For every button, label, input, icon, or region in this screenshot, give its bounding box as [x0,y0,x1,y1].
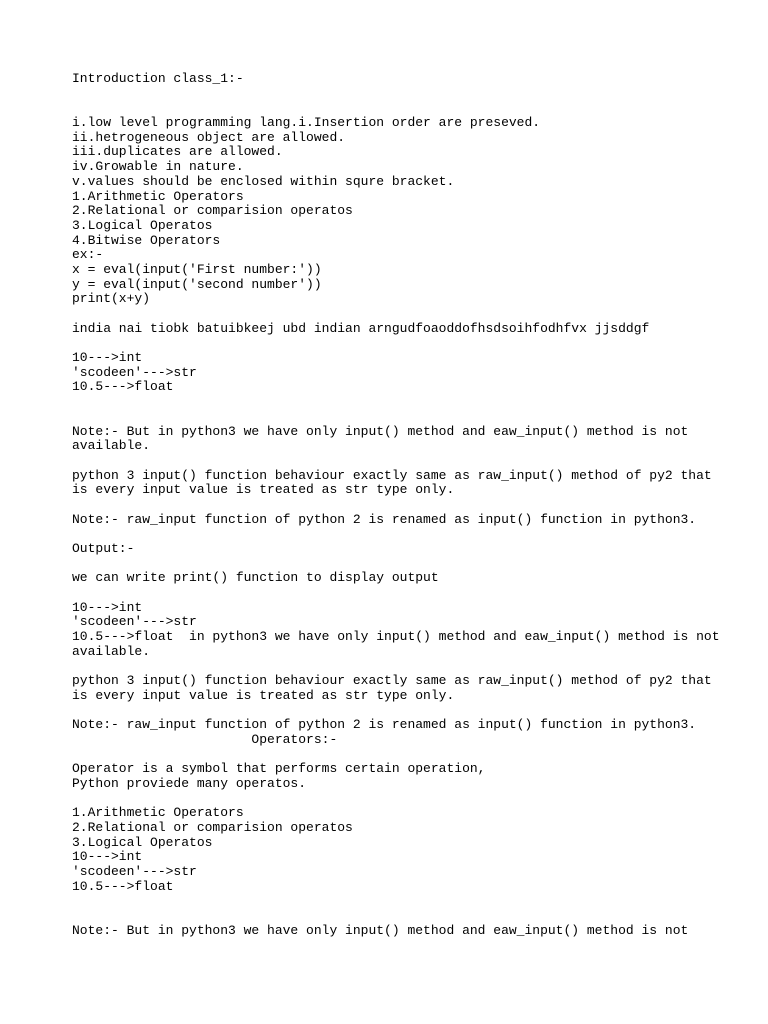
blank-line [72,307,752,322]
note-line: Note:- raw_input function of python 2 is renamed as input() function in python3. [72,717,697,733]
text-line: ex:- [72,247,104,263]
heading-introduction: Introduction class_1:- [72,71,244,86]
text-line: v.values should be enclosed within squre bracket. [72,173,455,189]
note-line: Note:- raw_input function of python 2 is renamed as input() function in python3. [72,511,697,527]
note-line: Note:- But in python3 we have only input() method and eaw_input() method is not [72,922,689,938]
blank-line [72,557,752,572]
blank-line [72,87,752,102]
text-line: 3.Logical Operatos [72,834,213,850]
text-line: 10--->int [72,849,143,865]
blank-line [72,895,752,910]
blank-line [72,527,752,542]
text-line: python 3 input() function behaviour exactly same as raw_input() method of py2 that [72,467,712,483]
text-line: python 3 input() function behaviour exactly same as raw_input() method of py2 that [72,673,712,689]
blank-line [72,410,752,425]
text-line: 3.Logical Operatos [72,217,213,233]
text-line: available. [72,643,151,659]
code-line: x = eval(input('First number:')) [72,261,322,277]
text-line: 10--->int [72,599,143,615]
text-line: 1.Arithmetic Operators [72,805,244,821]
blank-line [72,748,752,763]
text-line: Python proviede many operatos. [72,776,307,791]
text-line: is every input value is treated as str type only. [72,687,455,703]
text-line: 4.Bitwise Operators [72,232,221,248]
blank-line [72,395,752,410]
document-text [72,72,752,939]
text-line: we can write print() function to display output [72,570,439,586]
text-line: 10--->int [72,350,143,366]
text-line: 'scodeen'--->str [72,614,197,630]
text-line: available. [72,438,151,454]
blank-line [72,336,752,351]
text-line: 10.5--->float in python3 we have only input() method and eaw_input() method is not [72,629,720,645]
text-line: ii.hetrogeneous object are allowed. [72,129,346,145]
blank-line [72,101,752,116]
text-line: india nai tiobk batuibkeej ubd indian arngudfoaoddofhsdsoihfodhfvx jjsddgf [72,320,650,336]
text-line: 'scodeen'--->str [72,364,197,380]
text-line: 1.Arithmetic Operators [72,188,244,204]
text-line: iii.duplicates are allowed. [72,144,283,160]
blank-line [72,454,752,469]
blank-line [72,660,752,675]
text-line: 2.Relational or comparision operatos [72,820,353,836]
text-line: 'scodeen'--->str [72,864,197,880]
note-line: Note:- But in python3 we have only input() method and eaw_input() method is not [72,423,689,439]
text-line: i.low level programming lang.i.Insertion order are preseved. [72,115,541,131]
blank-line [72,498,752,513]
blank-line [72,792,752,807]
text-line: 10.5--->float [72,379,174,395]
text-line: 10.5--->float [72,878,174,894]
blank-line [72,586,752,601]
section-heading: Output:- [72,541,135,556]
text-line: iv.Growable in nature. [72,159,244,175]
blank-line [72,909,752,924]
code-line: y = eval(input('second number')) [72,276,322,292]
text-line: 2.Relational or comparision operatos [72,203,353,219]
text-line: Operator is a symbol that performs certain operation, [72,761,486,777]
text-line: is every input value is treated as str type only. [72,482,455,498]
code-line: print(x+y) [72,291,151,307]
section-heading: Operators:- [72,731,338,747]
blank-line [72,704,752,719]
